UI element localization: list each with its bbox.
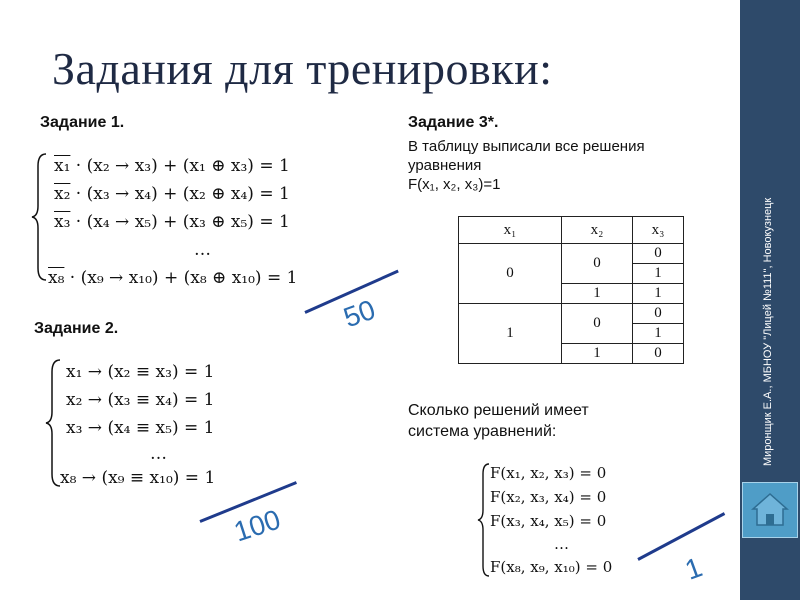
task1-ellipsis: … (194, 240, 211, 260)
task3-question (408, 400, 728, 442)
task2-ellipsis: … (150, 444, 167, 464)
task1-equation-last: x₈ · (x₉ → x₁₀) + (x₈ ⊕ x₁₀) = 1 (48, 268, 298, 288)
author-caption: Миронщик Е.А., МБНОУ "Лицей №111", Новокузнецк (762, 197, 774, 466)
task1-label: Задание 1. (40, 114, 125, 131)
task3-system-ellipsis: … (554, 535, 569, 553)
table-cell-x1: 1 (459, 304, 562, 364)
task3-answer: 1 (680, 551, 707, 586)
home-icon (743, 483, 797, 537)
table-header-x2: x₂ (562, 217, 633, 244)
task3-label: Задание 3*. (408, 114, 499, 131)
table-row (459, 244, 684, 264)
task1-equation-2: x₂ · (x₃ → x₄) + (x₂ ⊕ x₄) = 1 (54, 184, 290, 204)
task3-system-last: F(x₈, x₉, x₁₀) = 0 (490, 558, 613, 576)
slide-title: Задания для тренировки: (52, 43, 553, 94)
table-cell-x3: 1 (633, 284, 684, 304)
task3-question-line1: Сколько решений имеет (408, 402, 589, 419)
task1-brace (30, 152, 50, 282)
task3-equation: F(x₁, x₂, x₃)=1 (408, 176, 501, 193)
task2-equation-last: x₈ → (x₉ ≡ x₁₀) = 1 (60, 468, 216, 488)
task1-equation-3: x₃ · (x₄ → x₅) + (x₃ ⊕ x₅) = 1 (54, 212, 290, 232)
table-cell-x3: 1 (633, 324, 684, 344)
table-cell-x3: 0 (633, 344, 684, 364)
table-cell-x2: 0 (562, 304, 633, 344)
table-cell-x2: 0 (562, 244, 633, 284)
table-header-x1: x₁ (459, 217, 562, 244)
table-cell-x3: 0 (633, 244, 684, 264)
task2-equation-2: x₂ → (x₃ ≡ x₄) = 1 (66, 390, 215, 410)
task3-intro-line2: уравнения (408, 157, 482, 174)
task2-equation-3: x₃ → (x₄ ≡ x₅) = 1 (66, 418, 215, 438)
table-row (459, 304, 684, 324)
table-cell-x1: 0 (459, 244, 562, 304)
home-button[interactable] (742, 482, 798, 538)
task3-answer-underline (637, 512, 725, 561)
truth-table (458, 216, 684, 364)
task1-answer: 50 (339, 293, 380, 334)
task2-answer: 100 (230, 503, 285, 548)
table-cell-x3: 1 (633, 264, 684, 284)
task3-system-1: F(x₁, x₂, x₃) = 0 (490, 464, 607, 482)
table-cell-x3: 0 (633, 304, 684, 324)
task3-system-2: F(x₂, x₃, x₄) = 0 (490, 488, 607, 506)
task3-question-line2: система уравнений: (408, 423, 557, 440)
task2-label: Задание 2. (34, 320, 119, 337)
task3-intro (408, 137, 738, 194)
task3-system-3: F(x₃, x₄, x₅) = 0 (490, 512, 607, 530)
table-cell-x2: 1 (562, 284, 633, 304)
task2-equation-1: x₁ → (x₂ ≡ x₃) = 1 (66, 362, 215, 382)
table-header-row (459, 217, 684, 244)
task1-equation-1: x₁ · (x₂ → x₃) + (x₁ ⊕ x₃) = 1 (54, 156, 290, 176)
table-header-x3: x₃ (633, 217, 684, 244)
task3-intro-line1: В таблицу выписали все решения (408, 138, 645, 155)
table-cell-x2: 1 (562, 344, 633, 364)
